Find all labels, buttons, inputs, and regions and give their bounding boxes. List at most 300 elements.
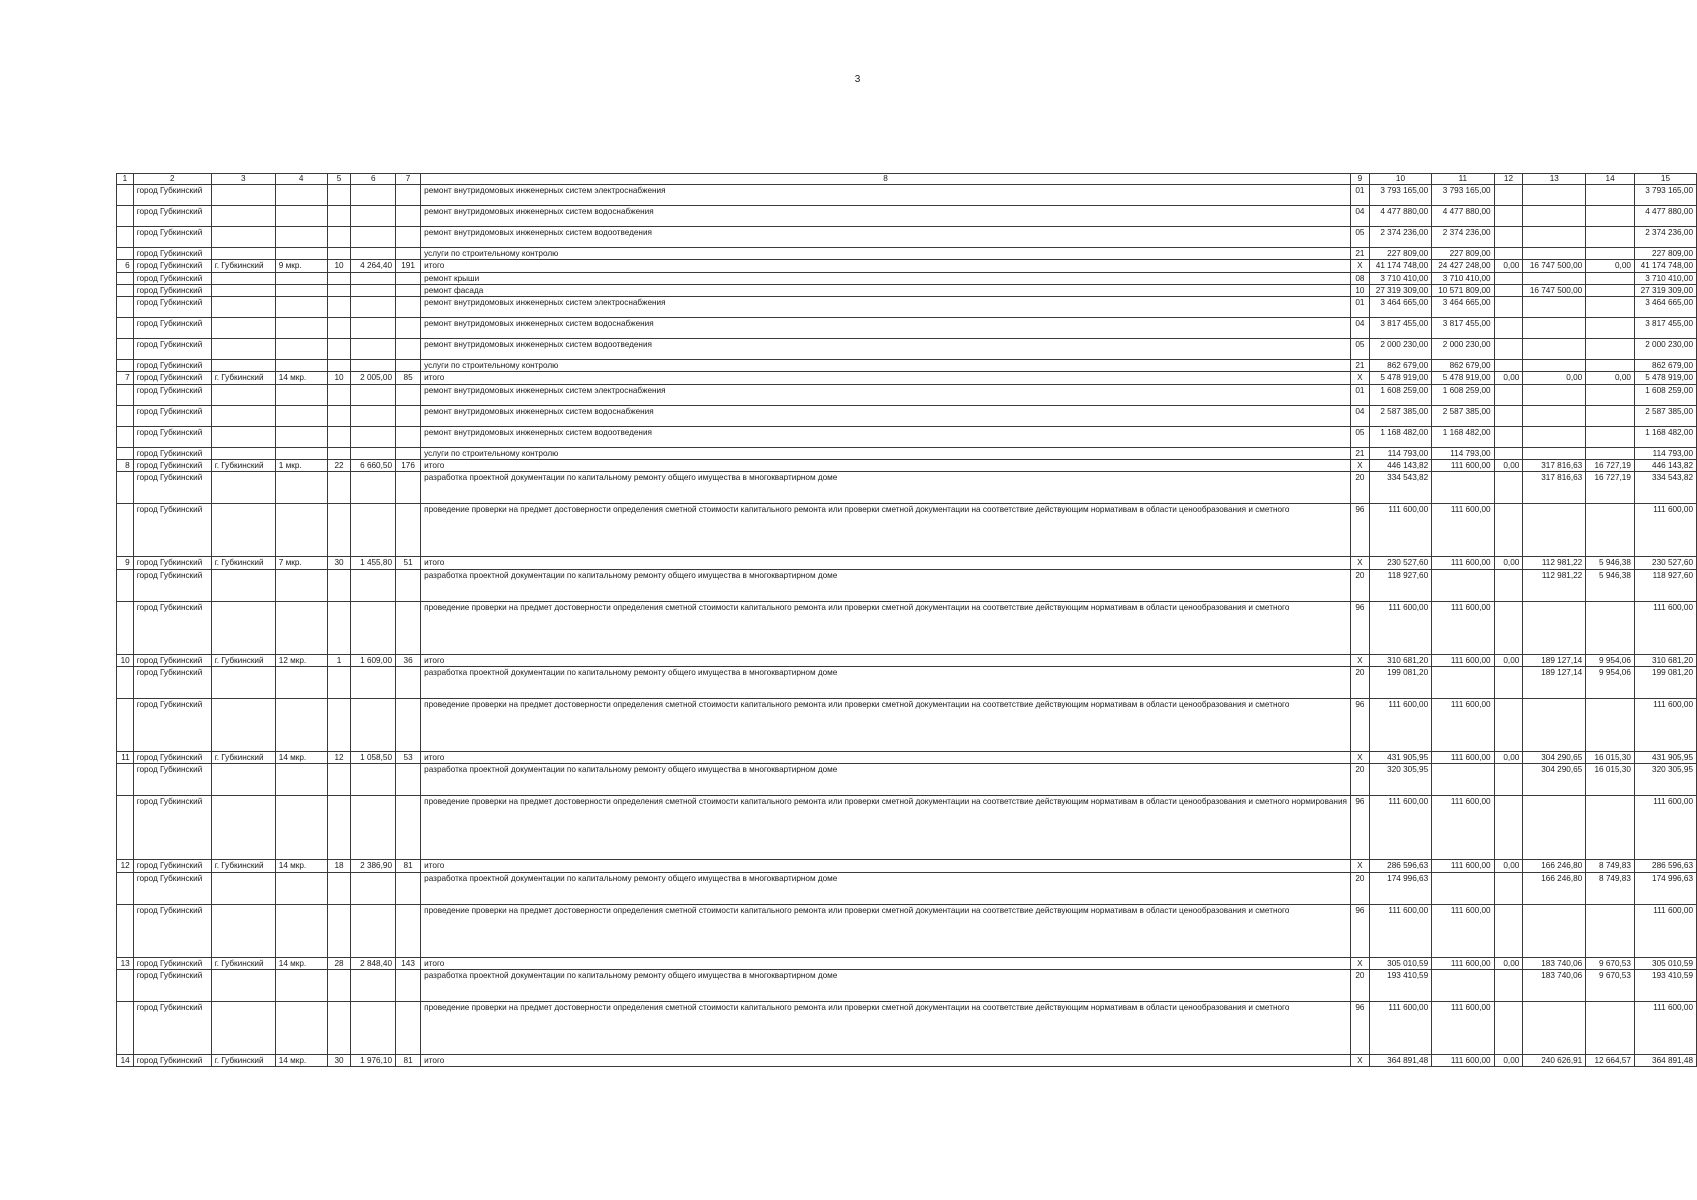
- table-row: [117, 405, 1697, 426]
- cell-address: [275, 698, 327, 751]
- cell-subsidy-cost: 166 246,80: [1523, 872, 1586, 904]
- cell-municipality: город Губкинский: [133, 969, 211, 1001]
- cell-work-type: разработка проектной документации по капитальному ремонту общего имущества в многоквартирном доме: [421, 764, 1351, 796]
- cell-residents: 85: [396, 372, 421, 384]
- cell-row-number: [117, 339, 134, 360]
- cell-fund-cost: 3 793 165,00: [1432, 185, 1494, 206]
- cell-residents: [396, 206, 421, 227]
- cell-budget-cost: [1494, 248, 1523, 260]
- cell-area: [351, 297, 396, 318]
- cell-plan-cost: 111 600,00: [1634, 904, 1696, 957]
- cell-area: [351, 1001, 396, 1054]
- cell-plan-cost: 111 600,00: [1634, 504, 1696, 557]
- cell-year: [327, 666, 351, 698]
- cell-year: [327, 698, 351, 751]
- cell-address: [275, 339, 327, 360]
- cell-total-cost: 227 809,00: [1369, 248, 1431, 260]
- cell-address: [275, 360, 327, 372]
- cell-plan-cost: 320 305,95: [1634, 764, 1696, 796]
- cell-subsidy-cost: 304 290,65: [1523, 751, 1586, 763]
- cell-fund-cost: 111 600,00: [1432, 904, 1494, 957]
- cell-residents: [396, 504, 421, 557]
- cell-municipality: город Губкинский: [133, 426, 211, 447]
- cell-settlement: г. Губкинский: [211, 957, 275, 969]
- cell-subsidy-cost: 317 816,63: [1523, 460, 1586, 472]
- table-row: [117, 1054, 1697, 1066]
- cell-fund-cost: 2 374 236,00: [1432, 227, 1494, 248]
- cell-total-cost: 41 174 748,00: [1369, 260, 1431, 272]
- cell-subsidy-cost: [1523, 360, 1586, 372]
- cell-area: [351, 447, 396, 459]
- cell-work-code: 21: [1350, 248, 1369, 260]
- cell-residents: [396, 904, 421, 957]
- cell-plan-cost: 4 477 880,00: [1634, 206, 1696, 227]
- cell-total-cost: 114 793,00: [1369, 447, 1431, 459]
- cell-row-number: [117, 698, 134, 751]
- cell-work-type: ремонт внутридомовых инженерных систем электроснабжения: [421, 384, 1351, 405]
- cell-work-code: 08: [1350, 272, 1369, 284]
- cell-owner-cost: 16 727,19: [1586, 460, 1635, 472]
- cell-area: 2 386,90: [351, 860, 396, 872]
- cell-budget-cost: 0,00: [1494, 654, 1523, 666]
- cell-address: 14 мкр.: [275, 372, 327, 384]
- cell-plan-cost: 3 464 665,00: [1634, 297, 1696, 318]
- cell-total-cost: 1 168 482,00: [1369, 426, 1431, 447]
- cell-plan-cost: 286 596,63: [1634, 860, 1696, 872]
- cell-row-number: 8: [117, 460, 134, 472]
- cell-row-number: 10: [117, 654, 134, 666]
- cell-budget-cost: [1494, 666, 1523, 698]
- cell-municipality: город Губкинский: [133, 360, 211, 372]
- cell-area: [351, 206, 396, 227]
- cell-plan-cost: 3 793 165,00: [1634, 185, 1696, 206]
- column-number-row: [117, 174, 1697, 185]
- cell-area: [351, 796, 396, 860]
- cell-area: [351, 227, 396, 248]
- cell-area: [351, 248, 396, 260]
- table-row: [117, 904, 1697, 957]
- table-row: [117, 504, 1697, 557]
- cell-settlement: [211, 384, 275, 405]
- cell-area: [351, 698, 396, 751]
- cell-municipality: город Губкинский: [133, 872, 211, 904]
- cell-area: [351, 666, 396, 698]
- cell-address: 1 мкр.: [275, 460, 327, 472]
- cell-owner-cost: 9 670,53: [1586, 957, 1635, 969]
- cell-owner-cost: [1586, 339, 1635, 360]
- page-number: 3: [854, 74, 861, 85]
- cell-subsidy-cost: 189 127,14: [1523, 654, 1586, 666]
- cell-area: [351, 601, 396, 654]
- cell-settlement: [211, 360, 275, 372]
- table-row: [117, 248, 1697, 260]
- col-header: 9: [1350, 174, 1369, 185]
- cell-plan-cost: 27 319 309,00: [1634, 284, 1696, 296]
- cell-work-type: ремонт внутридомовых инженерных систем водоотведения: [421, 339, 1351, 360]
- cell-fund-cost: 3 464 665,00: [1432, 297, 1494, 318]
- cell-total-cost: 111 600,00: [1369, 796, 1431, 860]
- cell-owner-cost: 0,00: [1586, 372, 1635, 384]
- col-header: 2: [133, 174, 211, 185]
- table-row: [117, 569, 1697, 601]
- cell-residents: [396, 272, 421, 284]
- cell-row-number: [117, 426, 134, 447]
- cell-residents: [396, 284, 421, 296]
- cell-municipality: город Губкинский: [133, 666, 211, 698]
- cell-settlement: [211, 872, 275, 904]
- cell-area: 2 005,00: [351, 372, 396, 384]
- cell-address: 14 мкр.: [275, 751, 327, 763]
- cell-owner-cost: [1586, 318, 1635, 339]
- cell-plan-cost: 862 679,00: [1634, 360, 1696, 372]
- cell-row-number: 13: [117, 957, 134, 969]
- cell-plan-cost: 1 608 259,00: [1634, 384, 1696, 405]
- cell-municipality: город Губкинский: [133, 1001, 211, 1054]
- cell-address: 14 мкр.: [275, 860, 327, 872]
- cell-settlement: [211, 504, 275, 557]
- col-header: 3: [211, 174, 275, 185]
- cell-budget-cost: [1494, 339, 1523, 360]
- table-row: [117, 969, 1697, 1001]
- cell-row-number: 9: [117, 557, 134, 569]
- cell-work-type: проведение проверки на предмет достоверности определения сметной стоимости капитального ремонта или проверки сметной документации на соответствие действующим нормативам в области ценообразования и сметного: [421, 1001, 1351, 1054]
- cell-plan-cost: 334 543,82: [1634, 472, 1696, 504]
- cell-municipality: город Губкинский: [133, 372, 211, 384]
- cell-subsidy-cost: [1523, 272, 1586, 284]
- cell-plan-cost: 446 143,82: [1634, 460, 1696, 472]
- cell-budget-cost: 0,00: [1494, 751, 1523, 763]
- table-row: [117, 339, 1697, 360]
- cell-work-code: 04: [1350, 405, 1369, 426]
- cell-year: [327, 904, 351, 957]
- cell-address: [275, 504, 327, 557]
- cell-year: [327, 764, 351, 796]
- cell-plan-cost: 2 374 236,00: [1634, 227, 1696, 248]
- cell-area: [351, 185, 396, 206]
- cell-subsidy-cost: 317 816,63: [1523, 472, 1586, 504]
- cell-residents: [396, 872, 421, 904]
- cell-municipality: город Губкинский: [133, 284, 211, 296]
- cell-total-cost: 305 010,59: [1369, 957, 1431, 969]
- cell-budget-cost: [1494, 405, 1523, 426]
- cell-address: [275, 206, 327, 227]
- cell-owner-cost: [1586, 284, 1635, 296]
- table-row: [117, 654, 1697, 666]
- cell-address: [275, 297, 327, 318]
- cell-residents: [396, 426, 421, 447]
- cell-subsidy-cost: 304 290,65: [1523, 764, 1586, 796]
- cell-year: 30: [327, 1054, 351, 1066]
- cell-subsidy-cost: 16 747 500,00: [1523, 284, 1586, 296]
- cell-settlement: г. Губкинский: [211, 654, 275, 666]
- cell-owner-cost: [1586, 384, 1635, 405]
- cell-year: [327, 384, 351, 405]
- cell-budget-cost: 0,00: [1494, 260, 1523, 272]
- cell-residents: [396, 472, 421, 504]
- cell-plan-cost: 305 010,59: [1634, 957, 1696, 969]
- cell-year: 22: [327, 460, 351, 472]
- cell-fund-cost: 1 168 482,00: [1432, 426, 1494, 447]
- cell-budget-cost: [1494, 426, 1523, 447]
- cell-total-cost: 3 817 455,00: [1369, 318, 1431, 339]
- cell-owner-cost: [1586, 904, 1635, 957]
- table-body: [117, 174, 1697, 1067]
- cell-owner-cost: 8 749,83: [1586, 872, 1635, 904]
- cell-owner-cost: 12 664,57: [1586, 1054, 1635, 1066]
- cell-municipality: город Губкинский: [133, 796, 211, 860]
- cell-work-type: ремонт внутридомовых инженерных систем водоснабжения: [421, 318, 1351, 339]
- cell-work-code: 01: [1350, 297, 1369, 318]
- cell-plan-cost: 230 527,60: [1634, 557, 1696, 569]
- cell-row-number: [117, 284, 134, 296]
- cell-plan-cost: 2 587 385,00: [1634, 405, 1696, 426]
- cell-residents: 36: [396, 654, 421, 666]
- cell-total-cost: 111 600,00: [1369, 601, 1431, 654]
- cell-municipality: город Губкинский: [133, 504, 211, 557]
- cell-work-code: X: [1350, 860, 1369, 872]
- cell-settlement: [211, 185, 275, 206]
- cell-plan-cost: 5 478 919,00: [1634, 372, 1696, 384]
- cell-budget-cost: [1494, 384, 1523, 405]
- table-row: [117, 284, 1697, 296]
- table-row: [117, 372, 1697, 384]
- cell-total-cost: 3 464 665,00: [1369, 297, 1431, 318]
- cell-address: [275, 1001, 327, 1054]
- col-header: 7: [396, 174, 421, 185]
- cell-residents: [396, 666, 421, 698]
- cell-address: [275, 969, 327, 1001]
- cell-budget-cost: 0,00: [1494, 957, 1523, 969]
- cell-fund-cost: 227 809,00: [1432, 248, 1494, 260]
- cell-residents: [396, 339, 421, 360]
- cell-area: [351, 472, 396, 504]
- cell-budget-cost: 0,00: [1494, 557, 1523, 569]
- cell-work-type: проведение проверки на предмет достоверности определения сметной стоимости капитального ремонта или проверки сметной документации на соответствие действующим нормативам в области ценообразования и сметного: [421, 698, 1351, 751]
- cell-row-number: [117, 360, 134, 372]
- cell-fund-cost: 111 600,00: [1432, 796, 1494, 860]
- cell-plan-cost: 310 681,20: [1634, 654, 1696, 666]
- cell-row-number: 14: [117, 1054, 134, 1066]
- cell-fund-cost: 1 608 259,00: [1432, 384, 1494, 405]
- cell-subsidy-cost: [1523, 601, 1586, 654]
- cell-work-code: X: [1350, 751, 1369, 763]
- cell-settlement: [211, 698, 275, 751]
- cell-municipality: город Губкинский: [133, 227, 211, 248]
- cell-total-cost: 4 477 880,00: [1369, 206, 1431, 227]
- cell-residents: [396, 796, 421, 860]
- cell-settlement: [211, 318, 275, 339]
- col-header: 11: [1432, 174, 1494, 185]
- cell-address: [275, 796, 327, 860]
- cell-settlement: г. Губкинский: [211, 1054, 275, 1066]
- cell-municipality: город Губкинский: [133, 272, 211, 284]
- cell-address: 7 мкр.: [275, 557, 327, 569]
- cell-fund-cost: [1432, 764, 1494, 796]
- cell-owner-cost: 8 749,83: [1586, 860, 1635, 872]
- cell-municipality: город Губкинский: [133, 860, 211, 872]
- cell-settlement: [211, 426, 275, 447]
- cell-settlement: [211, 764, 275, 796]
- cell-municipality: город Губкинский: [133, 957, 211, 969]
- cell-area: 1 455,80: [351, 557, 396, 569]
- cell-row-number: [117, 405, 134, 426]
- cell-address: 9 мкр.: [275, 260, 327, 272]
- cell-subsidy-cost: [1523, 426, 1586, 447]
- cell-year: 10: [327, 372, 351, 384]
- cell-address: [275, 384, 327, 405]
- cell-settlement: [211, 969, 275, 1001]
- cell-work-type: итого: [421, 860, 1351, 872]
- table-row: [117, 666, 1697, 698]
- cell-work-type: ремонт внутридомовых инженерных систем водоотведения: [421, 227, 1351, 248]
- cell-budget-cost: [1494, 284, 1523, 296]
- table-row: [117, 360, 1697, 372]
- cell-row-number: [117, 447, 134, 459]
- cell-total-cost: 446 143,82: [1369, 460, 1431, 472]
- cell-work-code: 21: [1350, 360, 1369, 372]
- cell-work-code: 96: [1350, 904, 1369, 957]
- cell-year: [327, 248, 351, 260]
- cell-municipality: город Губкинский: [133, 447, 211, 459]
- cell-owner-cost: [1586, 185, 1635, 206]
- cell-row-number: [117, 297, 134, 318]
- cell-area: [351, 764, 396, 796]
- cell-year: [327, 447, 351, 459]
- cell-address: [275, 227, 327, 248]
- cell-fund-cost: 114 793,00: [1432, 447, 1494, 459]
- cell-address: [275, 272, 327, 284]
- cell-fund-cost: [1432, 969, 1494, 1001]
- cell-total-cost: 334 543,82: [1369, 472, 1431, 504]
- cell-year: [327, 504, 351, 557]
- cell-year: 12: [327, 751, 351, 763]
- cell-settlement: г. Губкинский: [211, 260, 275, 272]
- cell-residents: [396, 318, 421, 339]
- cell-fund-cost: 10 571 809,00: [1432, 284, 1494, 296]
- col-header: 1: [117, 174, 134, 185]
- cell-settlement: г. Губкинский: [211, 372, 275, 384]
- cell-subsidy-cost: [1523, 504, 1586, 557]
- cell-residents: [396, 1001, 421, 1054]
- cell-owner-cost: 9 670,53: [1586, 969, 1635, 1001]
- cell-residents: [396, 297, 421, 318]
- cell-subsidy-cost: [1523, 206, 1586, 227]
- cell-plan-cost: 111 600,00: [1634, 1001, 1696, 1054]
- cell-total-cost: 111 600,00: [1369, 904, 1431, 957]
- cell-subsidy-cost: 112 981,22: [1523, 557, 1586, 569]
- cell-subsidy-cost: [1523, 318, 1586, 339]
- cell-budget-cost: [1494, 272, 1523, 284]
- cell-total-cost: 1 608 259,00: [1369, 384, 1431, 405]
- cell-year: [327, 405, 351, 426]
- cell-work-code: X: [1350, 460, 1369, 472]
- cell-residents: [396, 569, 421, 601]
- cell-owner-cost: [1586, 297, 1635, 318]
- col-header: 10: [1369, 174, 1431, 185]
- cell-plan-cost: 1 168 482,00: [1634, 426, 1696, 447]
- cell-total-cost: 118 927,60: [1369, 569, 1431, 601]
- cell-address: 12 мкр.: [275, 654, 327, 666]
- table-row: [117, 426, 1697, 447]
- cell-area: 1 609,00: [351, 654, 396, 666]
- cell-plan-cost: 111 600,00: [1634, 796, 1696, 860]
- cell-address: [275, 185, 327, 206]
- cell-row-number: [117, 185, 134, 206]
- cell-fund-cost: [1432, 872, 1494, 904]
- cell-total-cost: 193 410,59: [1369, 969, 1431, 1001]
- cell-area: 1 058,50: [351, 751, 396, 763]
- cell-settlement: г. Губкинский: [211, 460, 275, 472]
- cell-row-number: [117, 872, 134, 904]
- cell-fund-cost: 111 600,00: [1432, 460, 1494, 472]
- cell-settlement: [211, 405, 275, 426]
- cell-work-code: 20: [1350, 872, 1369, 904]
- cell-plan-cost: 193 410,59: [1634, 969, 1696, 1001]
- cell-year: [327, 227, 351, 248]
- cell-work-type: итого: [421, 557, 1351, 569]
- cell-municipality: город Губкинский: [133, 751, 211, 763]
- cell-residents: [396, 248, 421, 260]
- cell-subsidy-cost: [1523, 227, 1586, 248]
- cell-row-number: [117, 472, 134, 504]
- cell-address: [275, 666, 327, 698]
- cell-residents: 51: [396, 557, 421, 569]
- cell-residents: [396, 601, 421, 654]
- cell-municipality: город Губкинский: [133, 654, 211, 666]
- cell-total-cost: 364 891,48: [1369, 1054, 1431, 1066]
- cell-year: [327, 601, 351, 654]
- cell-budget-cost: 0,00: [1494, 460, 1523, 472]
- cell-residents: 191: [396, 260, 421, 272]
- cell-work-code: X: [1350, 260, 1369, 272]
- cell-subsidy-cost: [1523, 405, 1586, 426]
- cell-work-type: услуги по строительному контролю: [421, 447, 1351, 459]
- cell-work-code: 20: [1350, 569, 1369, 601]
- table-row: [117, 260, 1697, 272]
- cell-area: 6 660,50: [351, 460, 396, 472]
- cell-settlement: [211, 272, 275, 284]
- cell-plan-cost: 2 000 230,00: [1634, 339, 1696, 360]
- cell-work-type: проведение проверки на предмет достоверности определения сметной стоимости капитального ремонта или проверки сметной документации на соответствие действующим нормативам в области ценообразования и сметного нормирования: [421, 796, 1351, 860]
- cell-municipality: город Губкинский: [133, 297, 211, 318]
- cell-work-type: ремонт внутридомовых инженерных систем водоснабжения: [421, 405, 1351, 426]
- cell-fund-cost: 2 000 230,00: [1432, 339, 1494, 360]
- cell-address: 14 мкр.: [275, 1054, 327, 1066]
- table-row: [117, 206, 1697, 227]
- cell-year: [327, 339, 351, 360]
- table-row: [117, 460, 1697, 472]
- cell-row-number: [117, 666, 134, 698]
- cell-row-number: [117, 227, 134, 248]
- cell-owner-cost: 16 015,30: [1586, 764, 1635, 796]
- cell-year: [327, 969, 351, 1001]
- cell-total-cost: 3 710 410,00: [1369, 272, 1431, 284]
- table-row: [117, 764, 1697, 796]
- cell-owner-cost: [1586, 248, 1635, 260]
- cell-plan-cost: 364 891,48: [1634, 1054, 1696, 1066]
- cell-address: [275, 601, 327, 654]
- cell-residents: 81: [396, 860, 421, 872]
- cell-settlement: [211, 796, 275, 860]
- cell-total-cost: 2 000 230,00: [1369, 339, 1431, 360]
- col-header: 15: [1634, 174, 1696, 185]
- cell-municipality: город Губкинский: [133, 185, 211, 206]
- cell-plan-cost: 199 081,20: [1634, 666, 1696, 698]
- cell-budget-cost: [1494, 297, 1523, 318]
- cell-row-number: [117, 601, 134, 654]
- cell-fund-cost: [1432, 666, 1494, 698]
- cell-fund-cost: 3 817 455,00: [1432, 318, 1494, 339]
